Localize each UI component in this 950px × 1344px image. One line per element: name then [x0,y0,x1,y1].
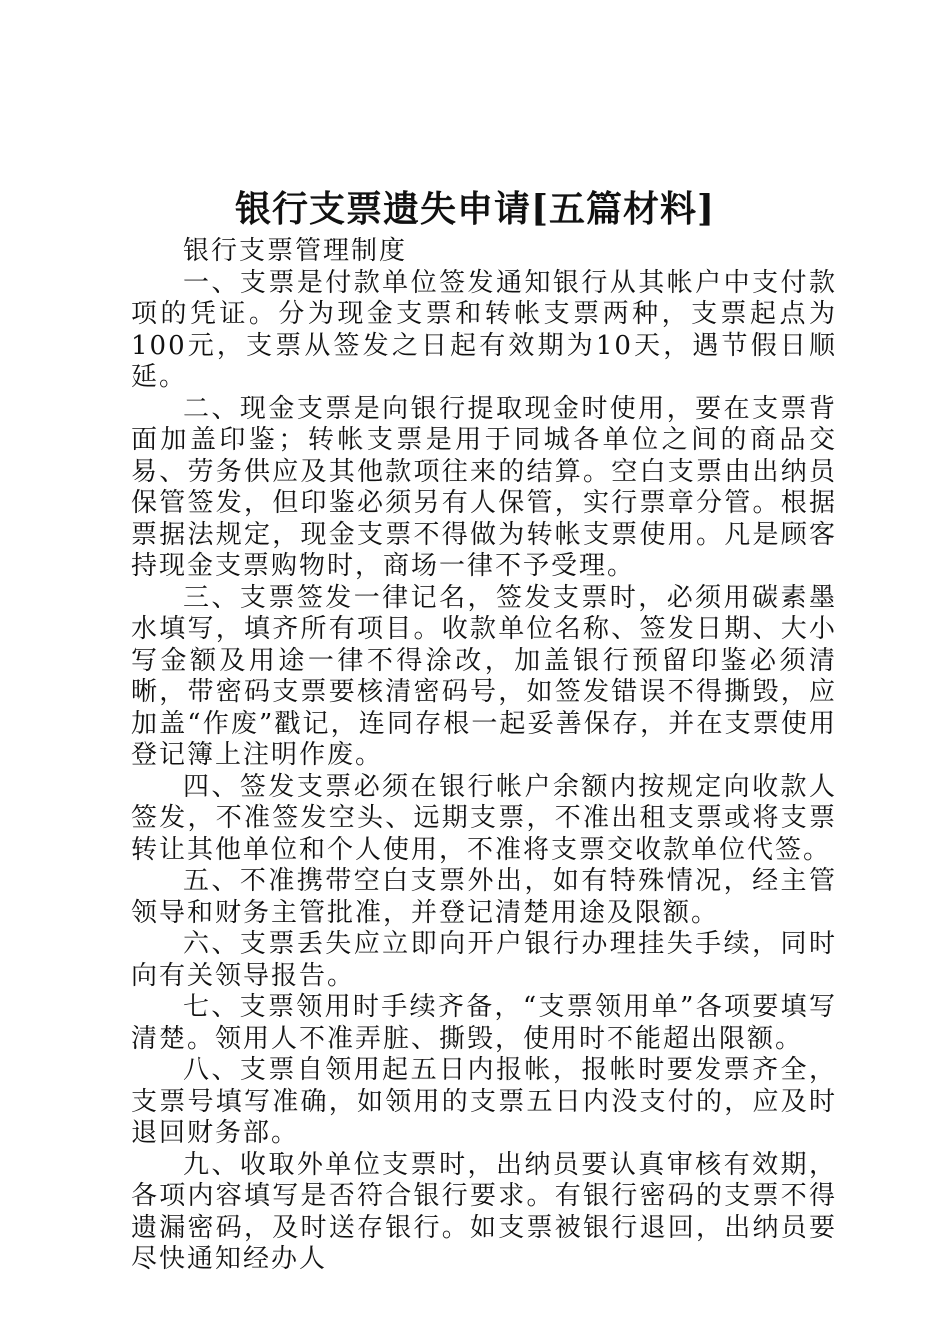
paragraph: 七、支票领用时手续齐备，“支票领用单”各项要填写清楚。领用人不准弄脏、撕毁，使用时不能超出限额。 [131,992,837,1054]
section-heading: 银行支票管理制度 [183,236,408,266]
document-title: 银行支票遗失申请[五篇材料] [234,188,716,230]
paragraph: 六、支票丢失应立即向开户银行办理挂失手续，同时向有关领导报告。 [131,929,837,991]
paragraph: 一、支票是付款单位签发通知银行从其帐户中支付款项的凭证。分为现金支票和转帐支票两种，支票起点为100元，支票从签发之日起有效期为10天，遇节假日顺延。 [131,267,837,392]
paragraph: 二、现金支票是向银行提取现金时使用，要在支票背面加盖印鉴；转帐支票是用于同城各单位之间的商品交易、劳务供应及其他款项往来的结算。空白支票由出纳员保管签发，但印鉴必须另有人保管，实行票章分管。根据票据法规定，现金支票不得做为转帐支票使用。凡是顾客持现金支票购物时，商场一律不予受理。 [131,393,837,581]
document-body [131,236,837,1276]
paragraph: 八、支票自领用起五日内报帐，报帐时要发票齐全，支票号填写准确，如领用的支票五日内没支付的，应及时退回财务部。 [131,1055,837,1148]
paragraph: 九、收取外单位支票时，出纳员要认真审核有效期，各项内容填写是否符合银行要求。有银行密码的支票不得遗漏密码，及时送存银行。如支票被银行退回，出纳员要尽快通知经办人 [131,1149,837,1274]
paragraph: 四、签发支票必须在银行帐户余额内按规定向收款人签发，不准签发空头、远期支票，不准出租支票或将支票转让其他单位和个人使用，不准将支票交收款单位代签。 [131,771,837,865]
paragraph: 三、支票签发一律记名，签发支票时，必须用碳素墨水填写，填齐所有项目。收款单位名称、签发日期、大小写金额及用途一律不得涂改，加盖银行预留印鉴必须清晰，带密码支票要核清密码号，如签发错误不得撕毁，应加盖“作废”戳记，连同存根一起妥善保存，并在支票使用登记簿上注明作废。 [131,582,837,770]
paragraph: 五、不准携带空白支票外出，如有特殊情况，经主管领导和财务主管批准，并登记清楚用途及限额。 [131,866,837,928]
